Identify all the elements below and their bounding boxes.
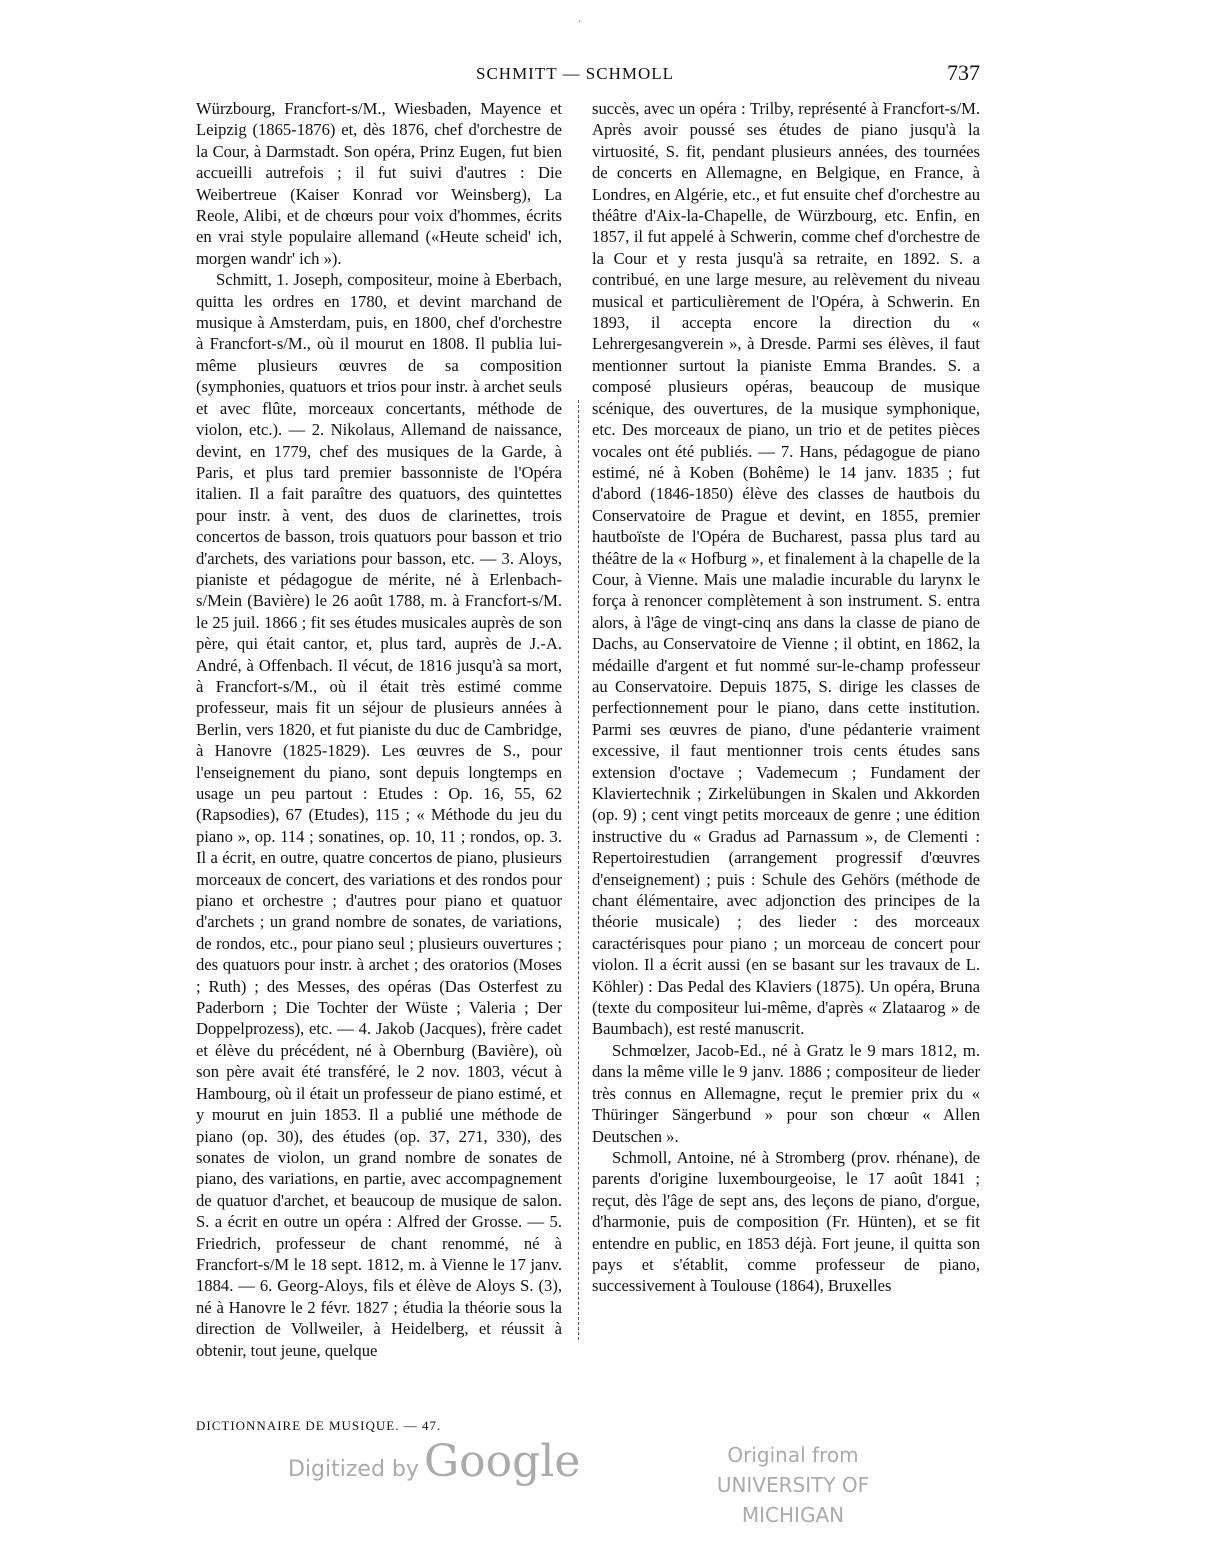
paragraph: Schmoll, Antoine, né à Stromberg (prov. rhénane), de parents d'origine luxembourgeoise, le 17 août 1841 ; reçut, dès l'âge de sept ans, des leçons de piano, d'orgue, d'harmonie, puis de composition (Fr. Hünten), et se fit entendre en public, en 1853 déjà. Fort jeune, il quitta son pays et s'établit, comme professeur de piano, successivement à Toulouse (1864), Bruxelles (592, 1147, 980, 1296)
paragraph: Würzbourg, Francfort-s/M., Wiesbaden, Mayence et Leipzig (1865-1876) et, dès 1876, chef d'orchestre de la Cour, à Darmstadt. Son opéra, Prinz Eugen, fut bien accueilli autrefois ; il fut suivi d'autres : Die Weibertreue (Kaiser Konrad vor Weinsberg), La Reole, Alibi, et de chœurs pour voix d'hommes, écrits en vrai style populaire allemand («Heute scheid' ich, morgen wandr' ich »). (196, 99, 562, 268)
page-header (196, 60, 980, 94)
paragraph: succès, avec un opéra : Trilby, représenté à Francfort-s/M. Après avoir poussé ses études de piano jusqu'à la virtuosité, S. fit, pendant plusieurs années, des tournées de concerts en Allemagne, en Belgique, en France, à Londres, en Algérie, etc., et fut ensuite chef d'orchestre au théâtre d'Aix-la-Chapelle, de Würzbourg, etc. Enfin, en 1857, il fut appelé à Schwerin, comme chef d'orchestre de la Cour et y resta jusqu'à sa retraite, en 1892. S. a contribué, en une large mesure, au relèvement du niveau musical et particulièrement de l'Opéra, à Schwerin. En 1893, il accepta encore la direction du « Lehrergesangverein », à Dresde. Parmi ses élèves, il faut mentionner surtout la pianiste Emma Brandes. S. a composé plusieurs opéras, beaucoup de musique scénique, des ouvertures, de la musique symphonique, etc. Des morceaux de piano, un trio et de petites pièces vocales ont été publiés. — 7. Hans, pédagogue de piano estimé, né à Koben (Bohême) le 14 janv. 1835 ; fut d'abord (1846-1850) élève des classes de hautbois du Conservatoire de Prague et devint, en 1855, premier hautboïste de l'Opéra de Bucharest, passa plus tard au théâtre de la « Hofburg », et finalement à la chapelle de la Cour, à Vienne. Mais une maladie incurable du larynx le força à renoncer complètement à son instrument. S. entra alors, à l'âge de vingt-cinq ans dans la classe de piano de Dachs, au Conservatoire de Vienne ; il obtint, en 1862, la médaille d'argent et fut nommé sur-le-champ professeur au Conservatoire. Depuis 1875, S. dirige les classes de perfectionnement pour le piano, dans cette institution. Parmi ses œuvres de piano, d'une pédanterie vraiment excessive, il faut mentionner trois cents études sans extension d'octave ; Vademecum ; Fundament der Klaviertechnik ; Zirkelübungen in Skalen und Akkorden (op. 9) ; cent vingt petits morceaux de genre ; une édition instructive du « Gradus ad Parnassum », de Clementi : Repertoirestudien (arrangement progressif d'œuvres d'enseignement) ; puis : Schule des Gehörs (méthode de chant élémentaire, avec adjonction des principes de la théorie musicale) ; des lieder : des morceaux caractérisques pour piano ; un morceau de concert pour violon. Il a écrit aussi (en se basant sur les travaux de L. Köhler) : Das Pedal des Klaviers (1875). Un opéra, Bruna (texte du compositeur lui-même, d'après « Zlataarog » de Baumbach), est resté manuscrit. (592, 99, 980, 1039)
university-text: UNIVERSITY OF MICHIGAN (716, 1473, 870, 1527)
paragraph: Schmœlzer, Jacob-Ed., né à Gratz le 9 mars 1812, m. dans la même ville le 9 janv. 1886 ; compositeur de lieder très connus en Allemagne, reçut le premier prix du « Thüringer Sängerbund » pour son chœur « Allen Deutschen ». (592, 1040, 980, 1146)
right-column (592, 98, 980, 1297)
paragraph: Schmitt, 1. Joseph, compositeur, moine à Eberbach, quitta les ordres en 1780, et devint marchand de musique à Amsterdam, puis, en 1800, chef d'orchestre à Francfort-s/M., où il mourut en 1808. Il publia lui-même plusieurs œuvres de sa composition (symphonies, quatuors et trios pour instr. à archet seuls et avec flûte, morceaux concertants, méthode de violon, etc.). — 2. Nikolaus, Allemand de naissance, devint, en 1779, chef des musiques de la Garde, à Paris, et plus tard premier bassonniste de l'Opéra italien. Il a fait paraître des quatuors, des quintettes pour instr. à vent, des duos de clarinettes, trois concertos de basson, trois quatuors pour basson et trio d'archets, des variations pour basson, etc. — 3. Aloys, pianiste et pédagogue de mérite, né à Erlenbach-s/Mein (Bavière) le 26 août 1788, m. à Francfort-s/M. le 25 juil. 1866 ; fit ses études musicales auprès de son père, qui était cantor, et, plus tard, auprès de J.-A. André, à Offenbach. Il vécut, de 1816 jusqu'à sa mort, à Francfort-s/M., où il était très estimé comme professeur, mais fit un séjour de plusieurs années à Berlin, vers 1820, et fut pianiste du duc de Cambridge, à Hanovre (1825-1829). Les œuvres de S., pour l'enseignement du piano, sont depuis longtemps en usage un peu partout : Etudes : Op. 16, 55, 62 (Rapsodies), 67 (Etudes), 115 ; « Méthode du jeu du piano », op. 114 ; sonatines, op. 10, 11 ; rondos, op. 3. Il a écrit, en outre, quatre concertos de piano, plusieurs morceaux de concert, des variations et des rondos pour piano et orchestre ; d'autres pour piano et quatuor d'archets ; un grand nombre de sonates, de variations, de rondos, etc., pour piano seul ; plusieurs ouvertures ; des quatuors pour instr. à archet ; des oratorios (Moses ; Ruth) ; des Messes, des opéras (Das Osterfest zu Paderborn ; Die Tochter der Wüste ; Valeria ; Der Doppelprozess), etc. — 4. Jakob (Jacques), frère cadet et élève du précédent, né à Obernburg (Bavière), où son père avait été transféré, le 2 nov. 1803, vécut à Hambourg, où il était un professeur de piano estimé, et y mourut en juin 1853. Il a publié une méthode de piano (op. 30), des études (op. 37, 271, 330), des sonates de violon, un grand nombre de sonates de piano, des variations, en partie, avec accompagnement de quatuor d'archet, et beaucoup de musique de salon. S. a écrit en outre un opéra : Alfred der Grosse. — 5. Friedrich, professeur de chant renommé, né à Francfort-s/M le 18 sept. 1812, m. à Vienne le 17 janv. 1884. — 6. Georg-Aloys, fils et élève de Aloys S. (3), né à Hanovre le 2 févr. 1827 ; étudia la théorie sous la direction de Vollweiler, à Heidelberg, et réussit à obtenir, tout jeune, quelque (196, 270, 562, 1360)
original-from-text: Original from (727, 1443, 859, 1467)
top-margin-mark: . (578, 14, 582, 25)
library-watermark (668, 1440, 918, 1530)
google-watermark (288, 1436, 580, 1487)
signature-line: DICTIONNAIRE DE MUSIQUE. — 47. (196, 1418, 442, 1433)
digitized-by-text: Digitized by (288, 1457, 419, 1482)
running-title: SCHMITT — SCHMOLL (476, 64, 675, 83)
left-column (196, 98, 562, 1361)
google-logo: Google (424, 1436, 581, 1487)
page-number: 737 (947, 60, 980, 85)
column-divider (578, 400, 580, 1340)
